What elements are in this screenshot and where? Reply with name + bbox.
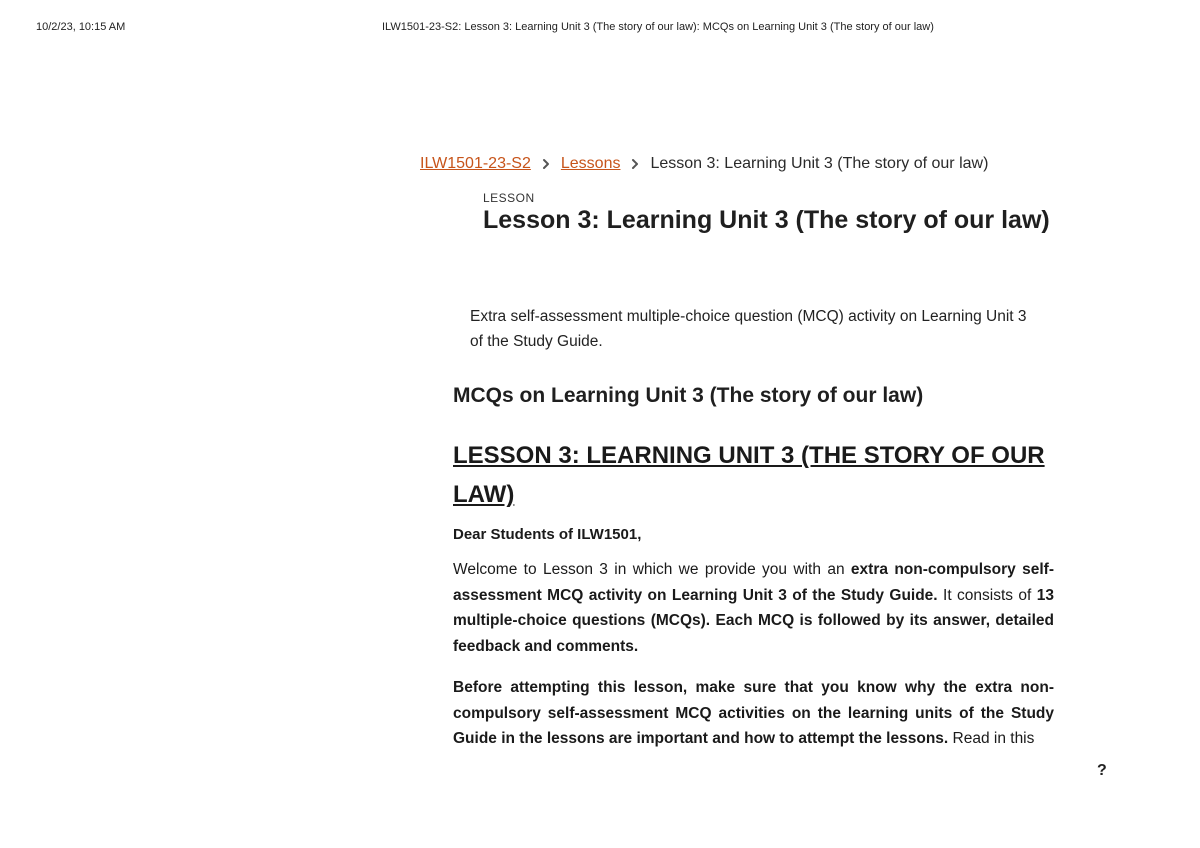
instructions-bold: Before attempting this lesson, make sure that you know why the extra non-compulsory self-assessment MCQ activities on the learning units of the Study Guide in the lessons are important and how to attempt the lessons.	[453, 679, 1054, 747]
lesson-kicker: LESSON	[483, 191, 535, 205]
welcome-text-2: It consists of	[937, 586, 1037, 604]
chevron-right-icon	[629, 158, 641, 170]
welcome-text-1: Welcome to Lesson 3 in which we provide you with an	[453, 561, 851, 578]
print-page-title: ILW1501-23-S2: Lesson 3: Learning Unit 3 (The story of our law): MCQs on Learning Unit 3 (The story of our law)	[382, 21, 934, 33]
breadcrumb-link-lessons[interactable]: Lessons	[560, 155, 621, 172]
welcome-bold-2: 13 multiple-choice questions (MCQs). Each MCQ is followed by its answer, detailed feedback and comments.	[453, 586, 1054, 655]
welcome-bold-1: extra non-compulsory self-assessment MCQ activity on Learning Unit 3 of the Study Guide.	[453, 561, 1054, 604]
greeting: Dear Students of ILW1501,	[453, 526, 642, 543]
lesson-title: Lesson 3: Learning Unit 3 (The story of our law)	[483, 206, 1050, 234]
breadcrumb-link-course[interactable]: ILW1501-23-S2	[420, 155, 531, 172]
breadcrumb-current: Lesson 3: Learning Unit 3 (The story of our law)	[650, 155, 989, 172]
content-main-heading: LESSON 3: LEARNING UNIT 3 (THE STORY OF OUR LAW)	[453, 442, 1045, 508]
lesson-content	[453, 436, 1054, 768]
chevron-right-icon	[540, 158, 552, 170]
breadcrumb	[420, 155, 988, 173]
welcome-paragraph	[453, 557, 1054, 659]
lesson-intro: Extra self-assessment multiple-choice question (MCQ) activity on Learning Unit 3 of the Study Guide.	[470, 308, 1027, 350]
page-heading: MCQs on Learning Unit 3 (The story of our law)	[453, 384, 924, 407]
help-button[interactable]: ?	[1097, 762, 1107, 779]
instructions-paragraph	[453, 675, 1054, 752]
print-date-time: 10/2/23, 10:15 AM	[36, 21, 126, 33]
instructions-text: Read in this	[948, 730, 1035, 747]
